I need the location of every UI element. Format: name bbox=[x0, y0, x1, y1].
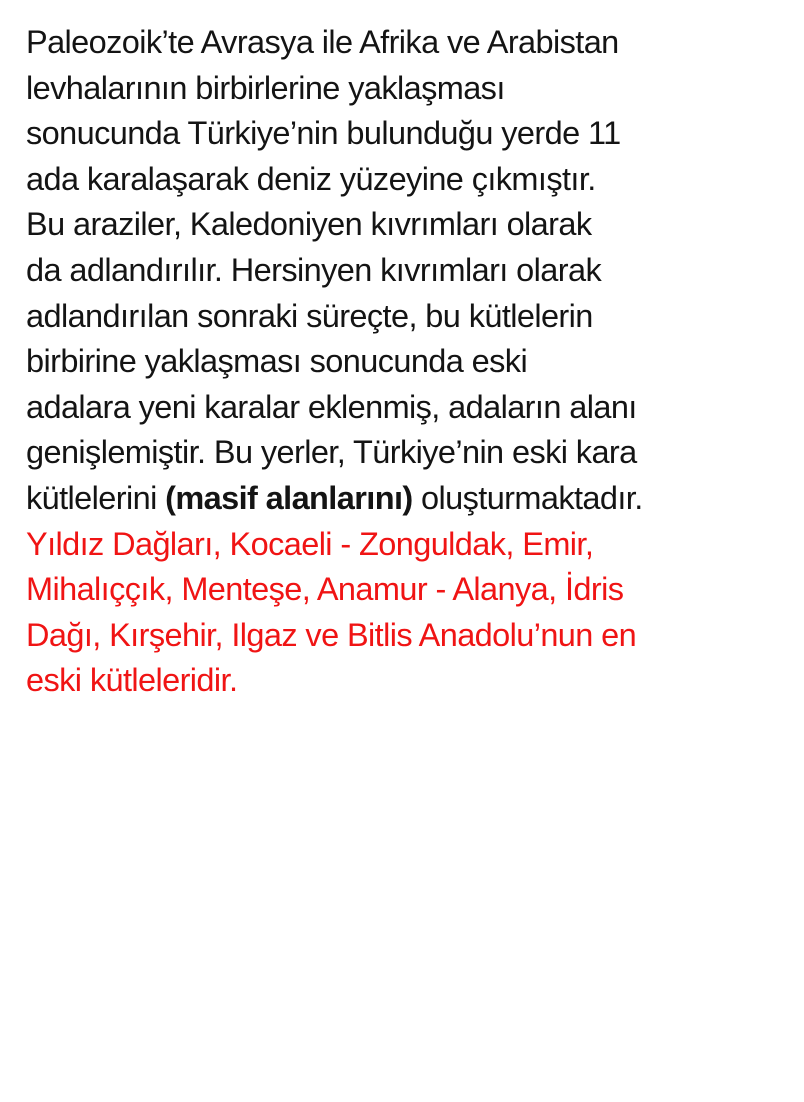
highlight-line: eski kütleleridir. bbox=[26, 662, 238, 699]
last-line-start: kütlelerini bbox=[26, 479, 166, 516]
paragraph-line: sonucunda Türkiye’nin bulunduğu yerde 11 bbox=[26, 115, 621, 152]
highlight-line: Mihalıççık, Menteşe, Anamur - Alanya, İdris bbox=[26, 571, 624, 608]
paragraph-line: genişlemiştir. Bu yerler, Türkiye’nin eski kara bbox=[26, 434, 637, 471]
highlight-line: Dağı, Kırşehir, Ilgaz ve Bitlis Anadolu’nun en bbox=[26, 616, 637, 653]
paragraph-line: ada karalaşarak deniz yüzeyine çıkmıştır. bbox=[26, 160, 596, 197]
paragraph-last-line bbox=[26, 476, 796, 522]
paragraph-line: da adlandırılır. Hersinyen kıvrımları olarak bbox=[26, 251, 602, 288]
paragraph-line: levhalarının birbirlerine yaklaşması bbox=[26, 69, 505, 106]
paragraph-line: adalara yeni karalar eklenmiş, adaların alanı bbox=[26, 388, 637, 425]
highlight-line: Yıldız Dağları, Kocaeli - Zonguldak, Emir, bbox=[26, 525, 594, 562]
bold-term: (masif alanlarını) bbox=[165, 479, 413, 516]
paragraph-line: Paleozoik’te Avrasya ile Afrika ve Arabistan bbox=[26, 24, 619, 60]
paragraph-line: Bu araziler, Kaledoniyen kıvrımları olarak bbox=[26, 206, 592, 243]
text-block bbox=[26, 20, 796, 704]
paragraph-line: adlandırılan sonraki süreçte, bu kütlelerin bbox=[26, 297, 593, 334]
last-line-end: oluşturmaktadır. bbox=[412, 479, 643, 516]
paragraph-line: birbirine yaklaşması sonucunda eski bbox=[26, 343, 528, 380]
